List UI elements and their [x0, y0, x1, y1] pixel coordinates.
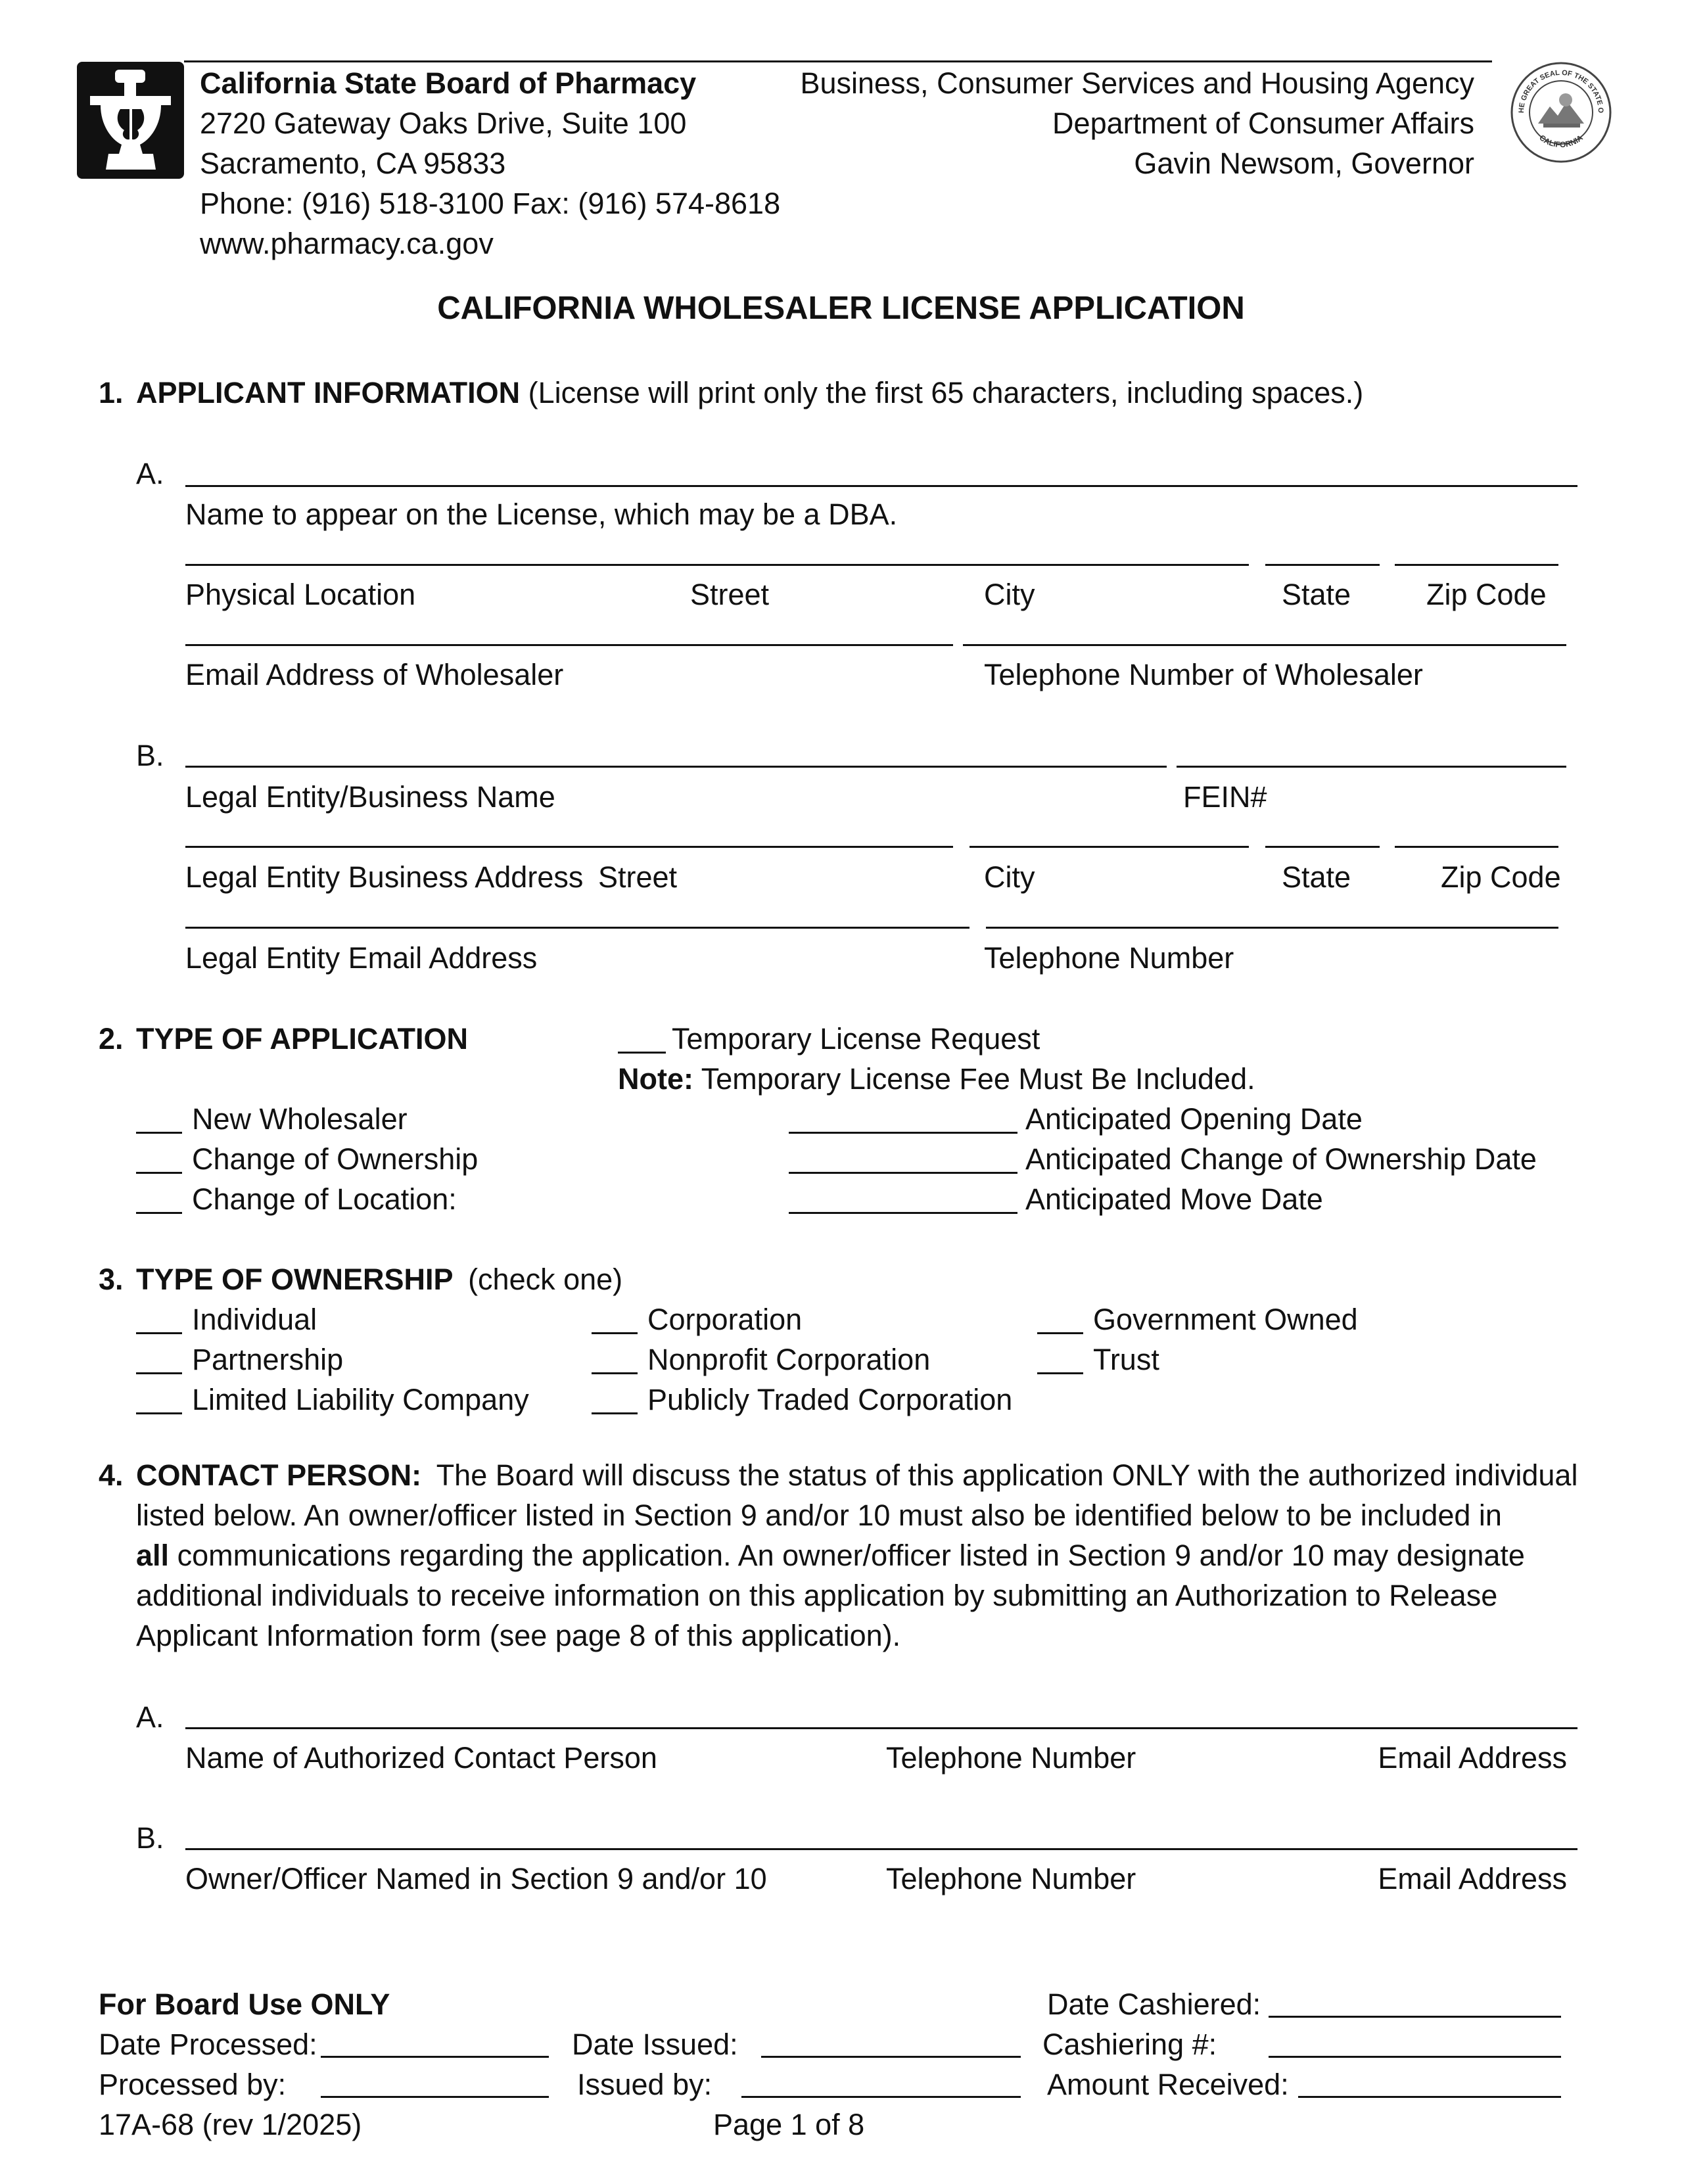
trust-label: Trust — [1093, 1343, 1159, 1376]
zip-field[interactable] — [1395, 564, 1558, 566]
issued-by-label: Issued by: — [577, 2068, 713, 2101]
government-owned-label: Government Owned — [1093, 1303, 1358, 1336]
section1-heading: APPLICANT INFORMATION (License will print only the first 65 characters, including spaces.) — [136, 376, 1364, 409]
license-name-label: Name to appear on the License, which may be a DBA. — [185, 498, 898, 531]
field-label-b: B. — [136, 1821, 164, 1855]
board-address-line2: Sacramento, CA 95833 — [200, 147, 506, 180]
city-label: City — [984, 578, 1035, 611]
header-rule — [184, 60, 1492, 62]
individual-checkbox[interactable] — [136, 1332, 182, 1334]
opening-date-label: Anticipated Opening Date — [1025, 1102, 1363, 1136]
legal-entity-name-field[interactable] — [185, 766, 1167, 768]
temporary-license-label: Temporary License Request — [672, 1022, 1040, 1056]
move-date-field[interactable] — [789, 1212, 1017, 1214]
svg-text:THE GREAT SEAL OF THE STATE OF: HE GREAT SEAL OF THE STATE O — [1517, 68, 1605, 114]
street-label: Street — [598, 860, 678, 894]
move-date-label: Anticipated Move Date — [1025, 1182, 1323, 1216]
wholesaler-email-field[interactable] — [185, 644, 953, 646]
new-wholesaler-label: New Wholesaler — [192, 1102, 408, 1136]
board-use-heading: For Board Use ONLY — [99, 1987, 390, 2021]
corporation-label: Corporation — [647, 1303, 803, 1336]
state-seal-icon — [1509, 60, 1613, 164]
fein-field[interactable] — [1177, 766, 1566, 768]
board-phone-fax: Phone: (916) 518-3100 Fax: (916) 574-8618 — [200, 187, 781, 220]
wholesaler-phone-field[interactable] — [963, 644, 1566, 646]
email-label: Email Address — [1378, 1862, 1567, 1895]
board-name: California State Board of Pharmacy — [200, 66, 697, 100]
nonprofit-corporation-checkbox[interactable] — [592, 1372, 638, 1374]
legal-entity-email-label: Legal Entity Email Address — [185, 941, 538, 975]
ownership-change-date-field[interactable] — [789, 1172, 1017, 1174]
partnership-label: Partnership — [192, 1343, 344, 1376]
date-issued-label: Date Issued: — [572, 2028, 738, 2061]
telephone-label: Telephone Number — [886, 1862, 1136, 1895]
authorized-contact-field[interactable] — [185, 1727, 1577, 1729]
section4-paragraph-line5: Applicant Information form (see page 8 of this application). — [136, 1619, 901, 1652]
authorized-contact-label: Name of Authorized Contact Person — [185, 1741, 657, 1775]
field-label-a: A. — [136, 1700, 164, 1734]
zip-label: Zip Code — [1441, 860, 1561, 894]
date-cashiered-label: Date Cashiered: — [1047, 1987, 1261, 2021]
change-of-ownership-checkbox[interactable] — [136, 1172, 182, 1174]
state-label: State — [1282, 860, 1351, 894]
legal-entity-address-label: Legal Entity Business Address — [185, 860, 584, 894]
temporary-license-checkbox[interactable] — [618, 1052, 666, 1054]
change-of-ownership-label: Change of Ownership — [192, 1142, 479, 1176]
processed-by-field[interactable] — [321, 2096, 549, 2098]
legal-entity-zip-field[interactable] — [1395, 846, 1558, 848]
publicly-traded-corporation-checkbox[interactable] — [592, 1412, 638, 1414]
llc-checkbox[interactable] — [136, 1412, 182, 1414]
corporation-checkbox[interactable] — [592, 1332, 638, 1334]
state-label: State — [1282, 578, 1351, 611]
trust-checkbox[interactable] — [1037, 1372, 1083, 1374]
partnership-checkbox[interactable] — [136, 1372, 182, 1374]
wholesaler-email-label: Email Address of Wholesaler — [185, 658, 564, 691]
section-number: 1. — [99, 376, 124, 409]
board-address-line1: 2720 Gateway Oaks Drive, Suite 100 — [200, 106, 687, 140]
legal-entity-phone-label: Telephone Number — [984, 941, 1234, 975]
amount-received-label: Amount Received: — [1047, 2068, 1289, 2101]
wholesaler-phone-label: Telephone Number of Wholesaler — [984, 658, 1423, 691]
page-title: CALIFORNIA WHOLESALER LICENSE APPLICATION — [437, 290, 1245, 326]
legal-entity-phone-field[interactable] — [986, 927, 1558, 929]
street-label: Street — [690, 578, 770, 611]
zip-label: Zip Code — [1426, 578, 1547, 611]
agency-name: Business, Consumer Services and Housing Agency — [800, 66, 1474, 100]
opening-date-field[interactable] — [789, 1132, 1017, 1134]
field-label-b: B. — [136, 739, 164, 772]
owner-officer-label: Owner/Officer Named in Section 9 and/or 10 — [185, 1862, 767, 1895]
section-number: 2. — [99, 1022, 124, 1056]
section4-paragraph-line3: all communications regarding the application. An owner/officer listed in Section 9 and/or 10 may designate — [136, 1539, 1525, 1572]
legal-entity-email-field[interactable] — [185, 927, 969, 929]
mortar-pestle-icon — [77, 62, 184, 179]
date-processed-label: Date Processed: — [99, 2028, 317, 2061]
city-label: City — [984, 860, 1035, 894]
temporary-fee-note: Note: Temporary License Fee Must Be Included. — [618, 1062, 1255, 1096]
section4-paragraph-line1: CONTACT PERSON: The Board will discuss the status of this application ONLY with the authorized individual — [136, 1458, 1578, 1492]
physical-location-label: Physical Location — [185, 578, 416, 611]
section-number: 4. — [99, 1458, 124, 1492]
individual-label: Individual — [192, 1303, 317, 1336]
section3-heading: TYPE OF OWNERSHIP (check one) — [136, 1263, 623, 1296]
state-field[interactable] — [1265, 564, 1380, 566]
government-owned-checkbox[interactable] — [1037, 1332, 1083, 1334]
date-processed-field[interactable] — [321, 2056, 549, 2058]
legal-entity-city-field[interactable] — [969, 846, 1249, 848]
field-label-a: A. — [136, 457, 164, 490]
publicly-traded-corporation-label: Publicly Traded Corporation — [647, 1383, 1013, 1416]
legal-entity-state-field[interactable] — [1265, 846, 1380, 848]
llc-label: Limited Liability Company — [192, 1383, 529, 1416]
governor-name: Gavin Newsom, Governor — [1134, 147, 1474, 180]
new-wholesaler-checkbox[interactable] — [136, 1132, 182, 1134]
cashiering-field[interactable] — [1269, 2056, 1561, 2058]
license-name-field[interactable] — [185, 485, 1577, 487]
fein-label: FEIN# — [1183, 780, 1267, 814]
owner-officer-field[interactable] — [185, 1848, 1577, 1850]
date-issued-field[interactable] — [761, 2056, 1021, 2058]
amount-received-field[interactable] — [1298, 2096, 1561, 2098]
telephone-label: Telephone Number — [886, 1741, 1136, 1775]
section4-paragraph-line2: listed below. An owner/officer listed in Section 9 and/or 10 must also be identified below to be included in — [136, 1499, 1502, 1532]
section4-paragraph-line4: additional individuals to receive information on this application by submitting an Authorization to Release — [136, 1579, 1498, 1612]
change-of-location-label: Change of Location: — [192, 1182, 457, 1216]
date-cashiered-field[interactable] — [1269, 2016, 1561, 2018]
section2-heading: TYPE OF APPLICATION — [136, 1022, 469, 1056]
legal-entity-name-label: Legal Entity/Business Name — [185, 780, 555, 814]
legal-entity-address-field[interactable] — [185, 846, 953, 848]
department-name: Department of Consumer Affairs — [1052, 106, 1474, 140]
issued-by-field[interactable] — [741, 2096, 1021, 2098]
cashiering-label: Cashiering #: — [1042, 2028, 1217, 2061]
form-number: 17A-68 (rev 1/2025) — [99, 2108, 362, 2141]
section-number: 3. — [99, 1263, 124, 1296]
ownership-change-date-label: Anticipated Change of Ownership Date — [1025, 1142, 1537, 1176]
nonprofit-corporation-label: Nonprofit Corporation — [647, 1343, 931, 1376]
email-label: Email Address — [1378, 1741, 1567, 1775]
board-website: www.pharmacy.ca.gov — [200, 227, 494, 260]
svg-text:CALIFORNIA: CALIFORNIA — [1537, 133, 1585, 150]
page-number: Page 1 of 8 — [713, 2108, 865, 2141]
change-of-location-checkbox[interactable] — [136, 1212, 182, 1214]
processed-by-label: Processed by: — [99, 2068, 287, 2101]
physical-location-field[interactable] — [185, 564, 1249, 566]
